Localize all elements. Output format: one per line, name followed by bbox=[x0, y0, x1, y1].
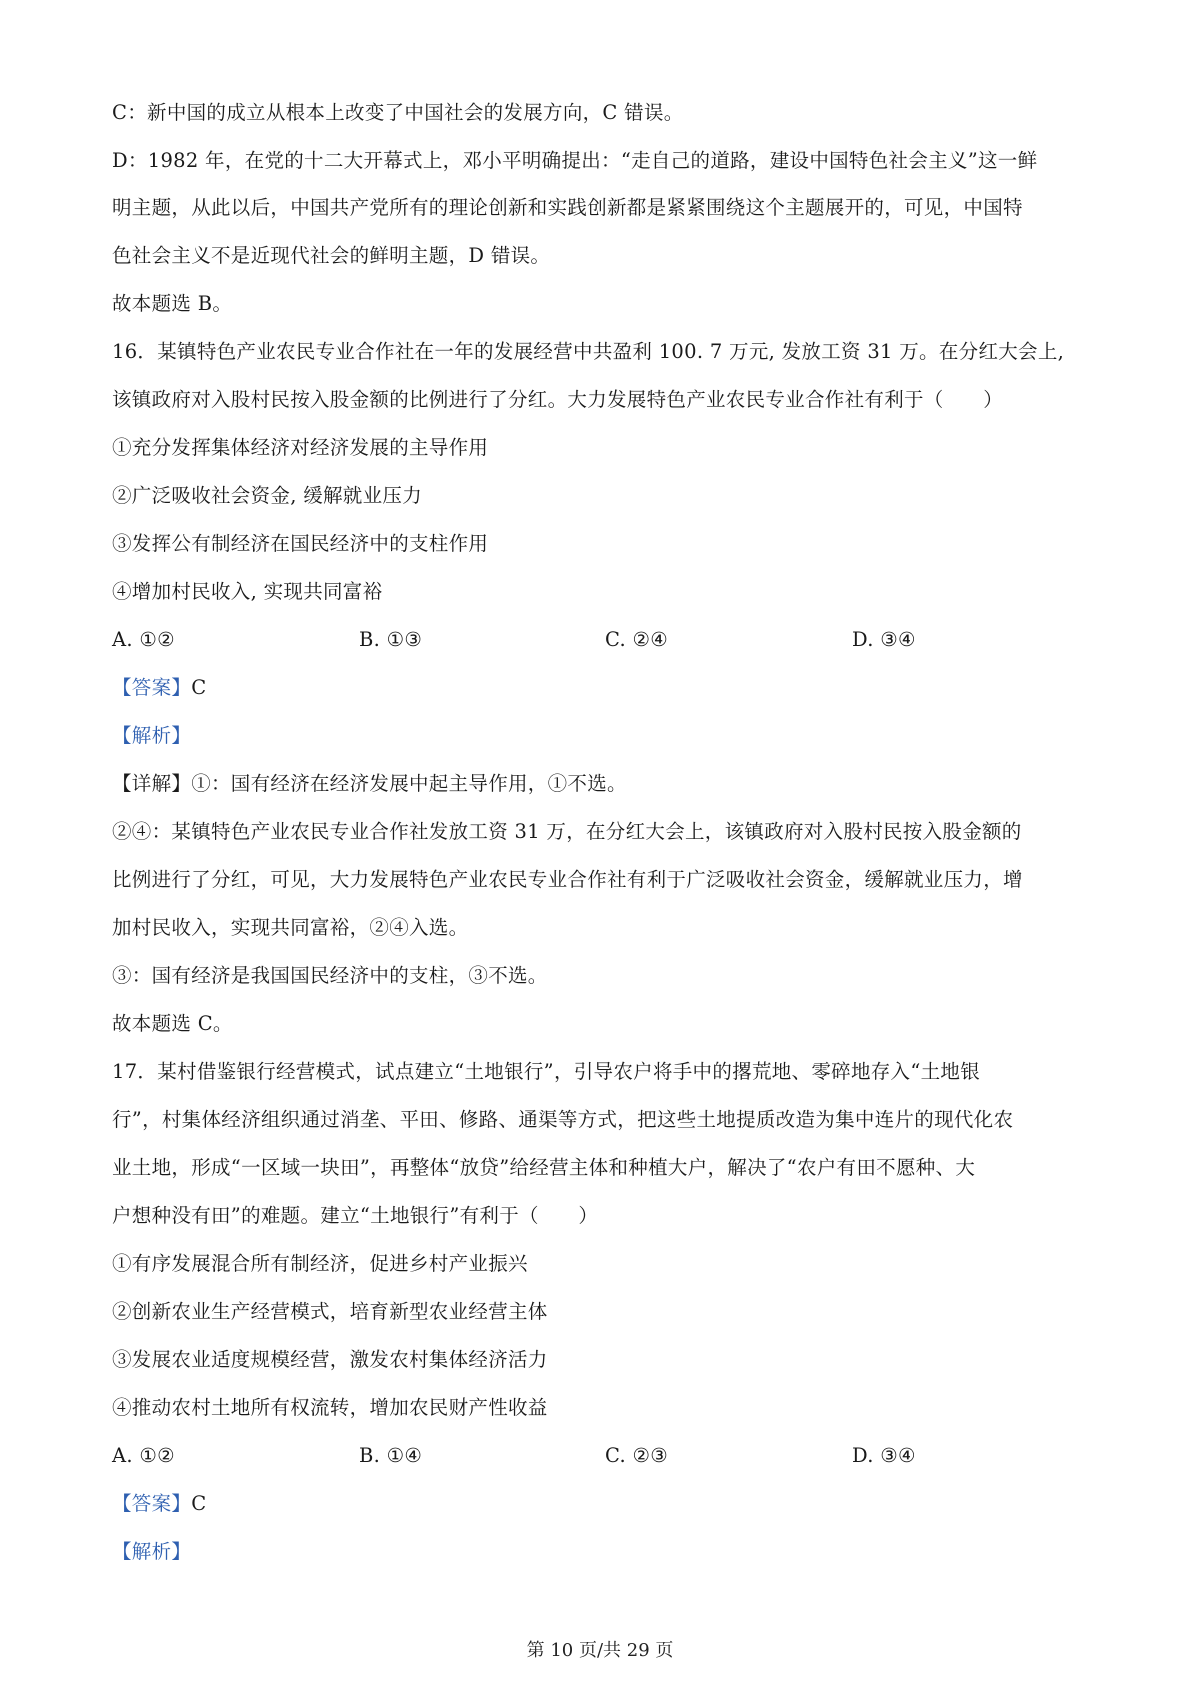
q17-item-4: ④推动农村土地所有权流转，增加农民财产性收益 bbox=[112, 1396, 548, 1419]
q17-answer bbox=[112, 1491, 206, 1517]
q16-option-d: D. ③④ bbox=[852, 628, 916, 651]
q16-detail-text-1: ①：国有经济在经济发展中起主导作用，①不选。 bbox=[191, 772, 627, 795]
prev-option-d-analysis-line-3: 色社会主义不是近现代社会的鲜明主题，D 错误。 bbox=[112, 244, 551, 267]
q16-stem-line-2: 该镇政府对入股村民按入股金额的比例进行了分红。大力发展特色产业农民专业合作社有利于（ ） bbox=[112, 388, 1004, 411]
q16-detail-line-5: ③：国有经济是我国国民经济中的支柱，③不选。 bbox=[112, 964, 548, 987]
q17-item-1: ①有序发展混合所有制经济，促进乡村产业振兴 bbox=[112, 1252, 528, 1275]
q17-stem-line-1: 17．某村借鉴银行经营模式，试点建立“土地银行”，引导农户将手中的撂荒地、零碎地存入“土地银 bbox=[112, 1060, 981, 1083]
q16-item-3: ③发挥公有制经济在国民经济中的支柱作用 bbox=[112, 532, 489, 555]
q16-option-c: C. ②④ bbox=[605, 628, 669, 651]
page-footer: 第 10 页/共 29 页 bbox=[526, 1640, 674, 1661]
q17-option-a: A. ①② bbox=[112, 1444, 175, 1467]
q16-item-2: ②广泛吸收社会资金, 缓解就业压力 bbox=[112, 484, 422, 507]
q16-detail-line-2: ②④：某镇特色产业农民专业合作社发放工资 31 万，在分红大会上，该镇政府对入股村民按入股金额的 bbox=[112, 820, 1022, 843]
q16-option-b: B. ①③ bbox=[359, 628, 423, 651]
q17-item-3: ③发展农业适度规模经营，激发农村集体经济活力 bbox=[112, 1348, 548, 1371]
q17-stem-line-4: 户想种没有田”的难题。建立“土地银行”有利于（ ） bbox=[112, 1204, 599, 1227]
q17-answer-tag: 【答案】 bbox=[112, 1492, 192, 1515]
q16-conclusion: 故本题选 C。 bbox=[112, 1012, 233, 1035]
q17-item-2: ②创新农业生产经营模式，培育新型农业经营主体 bbox=[112, 1300, 548, 1323]
q17-analysis-heading bbox=[112, 1539, 191, 1565]
q16-answer bbox=[112, 675, 206, 701]
q17-option-b: B. ①④ bbox=[359, 1444, 423, 1467]
q16-analysis-tag: 【解析】 bbox=[112, 724, 192, 747]
q17-option-c: C. ②③ bbox=[605, 1444, 669, 1467]
q16-detail-line-3: 比例进行了分红，可见，大力发展特色产业农民专业合作社有利于广泛吸收社会资金，缓解就业压力，增 bbox=[112, 868, 1023, 891]
q16-answer-value: C bbox=[191, 676, 207, 699]
q16-detail-line-4: 加村民收入，实现共同富裕，②④入选。 bbox=[112, 916, 469, 939]
q16-item-4: ④增加村民收入, 实现共同富裕 bbox=[112, 580, 383, 603]
prev-option-c-analysis: C：新中国的成立从根本上改变了中国社会的发展方向，C 错误。 bbox=[112, 101, 684, 124]
q16-detail-line-1 bbox=[112, 771, 627, 797]
q16-option-a: A. ①② bbox=[112, 628, 175, 651]
q17-analysis-tag: 【解析】 bbox=[112, 1540, 192, 1563]
q17-answer-value: C bbox=[191, 1492, 207, 1515]
q17-option-d: D. ③④ bbox=[852, 1444, 916, 1467]
q16-detail-tag: 【详解】 bbox=[112, 772, 192, 795]
q17-stem-line-3: 业土地，形成“一区域一块田”，再整体“放贷”给经营主体和种植大户，解决了“农户有田不愿种、大 bbox=[112, 1156, 976, 1179]
prev-conclusion: 故本题选 B。 bbox=[112, 292, 233, 315]
q16-analysis-heading bbox=[112, 723, 191, 749]
prev-option-d-analysis-line-2: 明主题，从此以后，中国共产党所有的理论创新和实践创新都是紧紧围绕这个主题展开的，可见，中国特 bbox=[112, 196, 1023, 219]
q16-stem-line-1: 16．某镇特色产业农民专业合作社在一年的发展经营中共盈利 100. 7 万元, 发放工资 31 万。在分红大会上, bbox=[112, 340, 1065, 363]
q16-item-1: ①充分发挥集体经济对经济发展的主导作用 bbox=[112, 436, 489, 459]
q16-answer-tag: 【答案】 bbox=[112, 676, 192, 699]
q17-stem-line-2: 行”，村集体经济组织通过消垄、平田、修路、通渠等方式，把这些土地提质改造为集中连片的现代化农 bbox=[112, 1108, 1014, 1131]
prev-option-d-analysis-line-1: D：1982 年，在党的十二大开幕式上，邓小平明确提出：“走自己的道路，建设中国特色社会主义”这一鲜 bbox=[112, 149, 1038, 172]
